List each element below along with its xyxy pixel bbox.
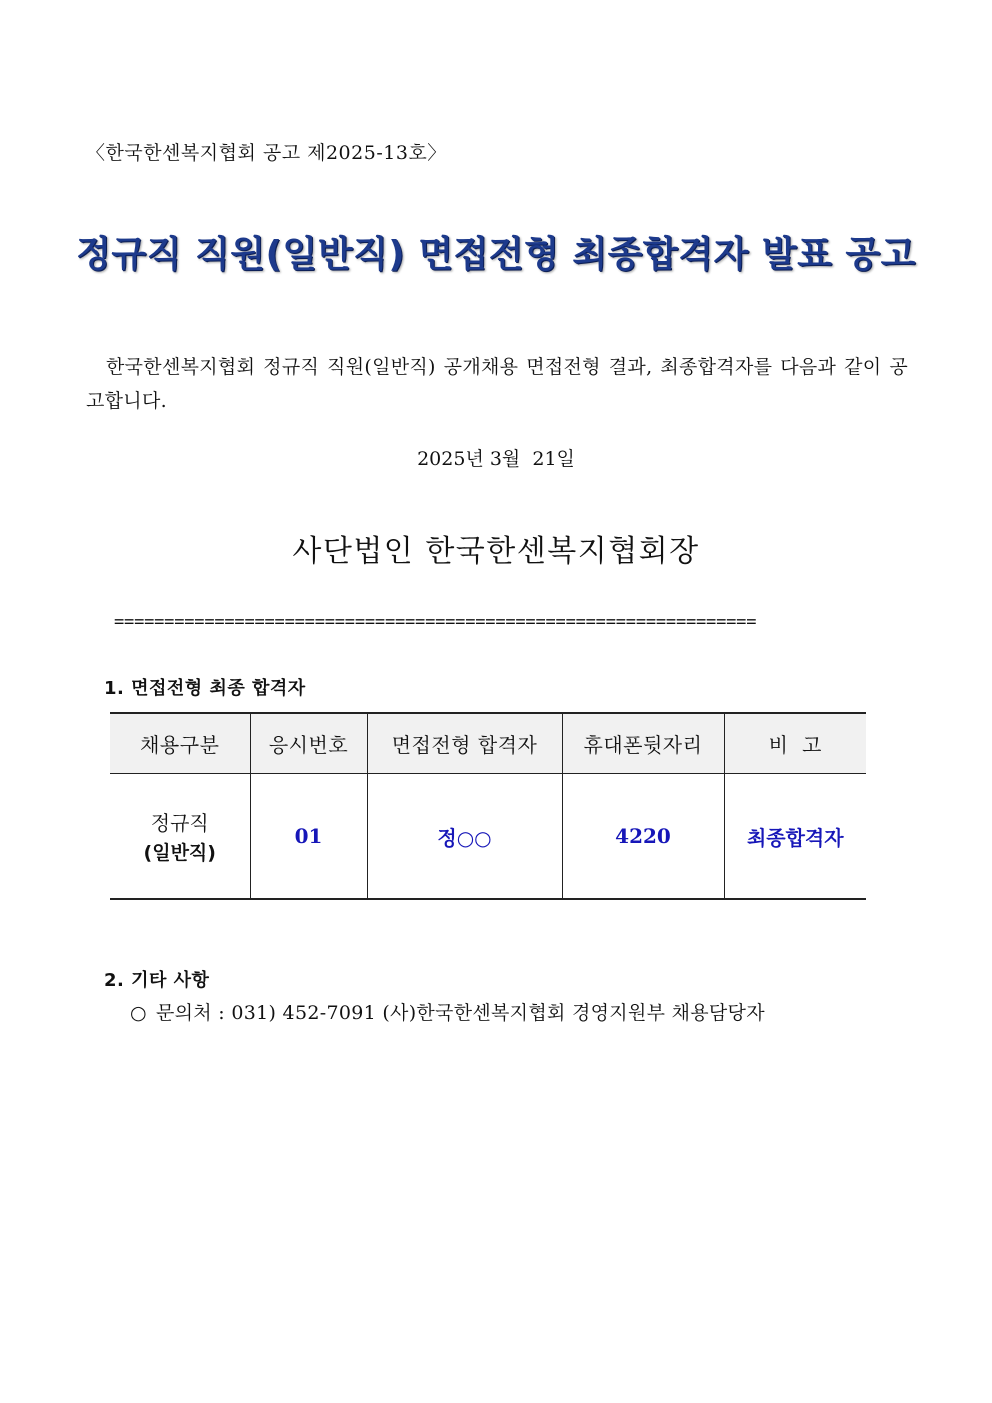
divider-line: ================================================================ xyxy=(114,612,757,632)
cell-category xyxy=(110,774,250,900)
table-header-row xyxy=(110,713,866,774)
cell-applicant-no: 01 xyxy=(250,774,367,900)
header-passer: 면접전형 합격자 xyxy=(367,713,562,774)
cell-remark: 최종합격자 xyxy=(724,774,866,900)
intro-paragraph: 한국한센복지협회 정규직 직원(일반직) 공개채용 면접전형 결과, 최종합격자를 다음과 같이 공고합니다. xyxy=(86,356,908,412)
category-line1: 정규직 xyxy=(150,811,209,835)
bullet-circle-icon: ○ xyxy=(130,1002,147,1024)
cell-phone-last: 4220 xyxy=(562,774,724,900)
announcement-date: 2025년 3월 21일 xyxy=(417,448,575,470)
header-category: 채용구분 xyxy=(110,713,250,774)
contact-item xyxy=(130,998,765,1025)
section-1-title: 1. 면접전형 최종 합격자 xyxy=(104,678,306,699)
section-2-title: 2. 기타 사항 xyxy=(104,970,210,991)
notice-number: 〈한국한센복지협회 공고 제2025-13호〉 xyxy=(86,142,447,164)
contact-text: 문의처 : 031) 452-7091 (사)한국한센복지협회 경영지원부 채용담당자 xyxy=(156,1002,765,1024)
document-title: 정규직 직원(일반직) 면접전형 최종합격자 발표 공고 xyxy=(76,234,916,275)
cell-passer-name: 정○○ xyxy=(367,774,562,900)
table-row xyxy=(110,774,866,900)
result-table xyxy=(110,712,866,900)
issuer-name: 사단법인 한국한센복지협회장 xyxy=(292,534,700,569)
header-phone-last: 휴대폰뒷자리 xyxy=(562,713,724,774)
header-applicant-no: 응시번호 xyxy=(250,713,367,774)
header-remark: 비 고 xyxy=(724,713,866,774)
category-line2: (일반직) xyxy=(143,842,216,864)
